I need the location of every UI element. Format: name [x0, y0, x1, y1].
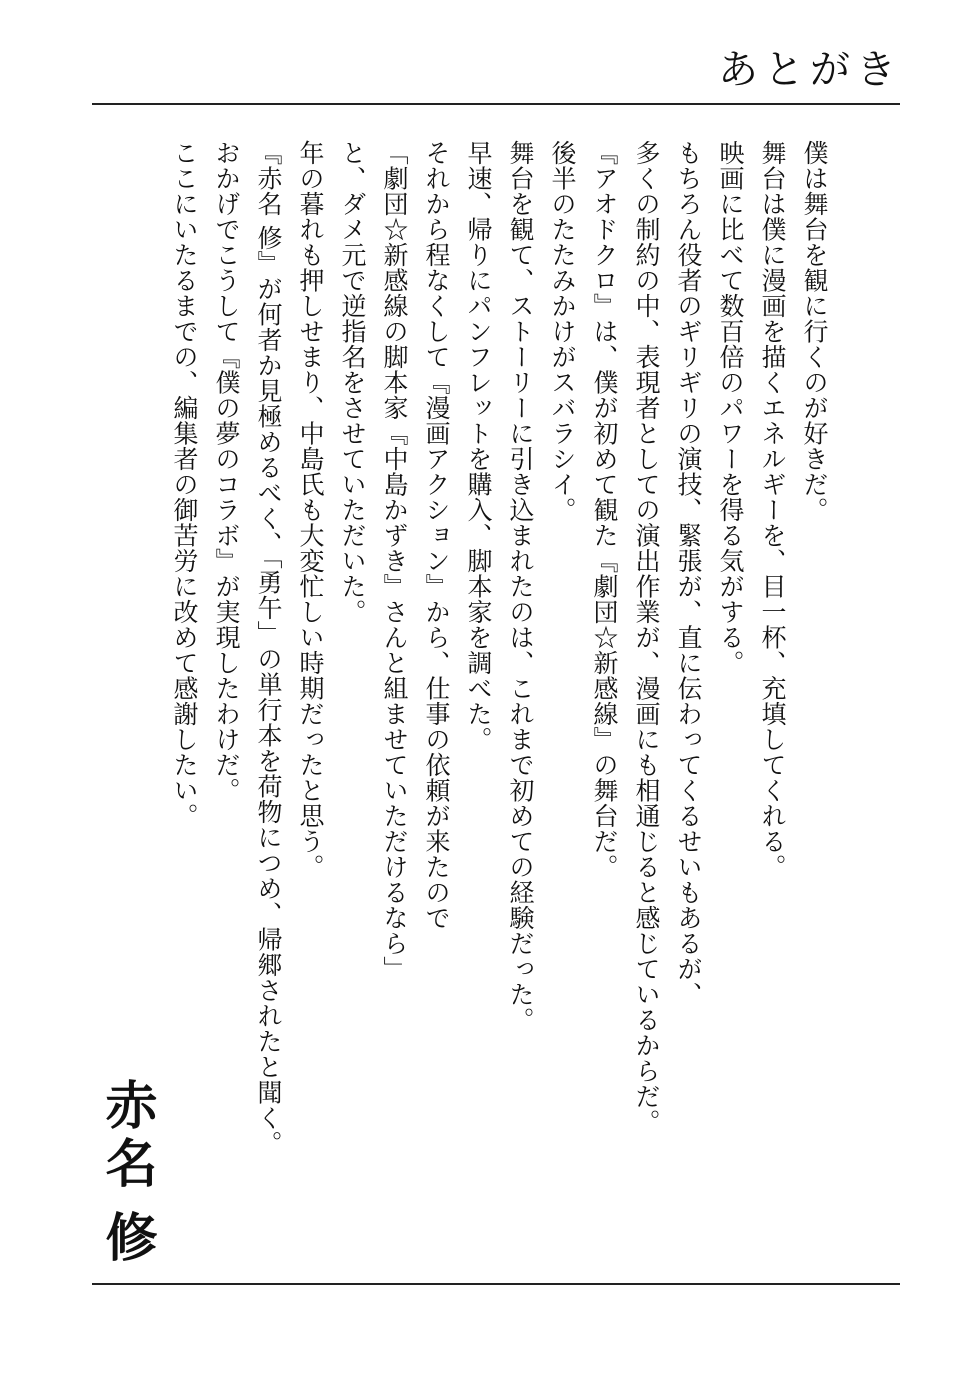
paragraph: 早速、帰りにパンフレットを購入、脚本家を調べた。: [464, 140, 493, 752]
top-divider: [92, 103, 900, 105]
paragraph: 僕は舞台を観に行くのが好きだ。: [800, 140, 829, 523]
paragraph: おかげでこうして『僕の夢のコラボ』が実現したわけだ。: [212, 140, 241, 803]
paragraph: 映画に比べて数百倍のパワーを得る気がする。: [716, 140, 745, 676]
paragraph: 舞台を観て、ストーリーに引き込まれたのは、これまで初めての経験だった。: [506, 140, 535, 1033]
paragraph: 多くの制約の中、表現者としての演出作業が、漫画にも相通じると感じているからだ。: [632, 140, 661, 1135]
paragraph: 舞台は僕に漫画を描くエネルギーを、目一杯、充填してくれる。: [758, 140, 787, 880]
paragraph: 『赤名 修』が何者か見極めるべく、「勇午」の単行本を荷物につめ、帰郷されたと聞く。: [254, 140, 283, 1156]
paragraph: それから程なくして『漫画アクション』から、仕事の依頼が来たので: [422, 140, 451, 931]
paragraph: 後半のたたみかけがスバラシイ。: [548, 140, 577, 523]
paragraph: 年の暮れも押しせまり、中島氏も大変忙しい時期だったと思う。: [296, 140, 325, 880]
page-title: あとがき: [718, 47, 902, 93]
paragraph: ここにいたるまでの、編集者の御苦労に改めて感謝したい。: [170, 140, 199, 829]
paragraph: もちろん役者のギリギリの演技、緊張が、直に伝わってくるせいもあるが、: [674, 140, 703, 1007]
paragraph: 「劇団☆新感線の脚本家『中島かずき』さんと組ませていただけるなら」: [380, 140, 409, 982]
paragraph: 『アオドクロ』は、僕が初めて観た『劇団☆新感線』の舞台だ。: [590, 140, 619, 880]
author-given-name: 修: [96, 1210, 157, 1268]
bottom-divider: [92, 1283, 900, 1285]
paragraph: と、ダメ元で逆指名をさせていただいた。: [338, 140, 367, 625]
author-signature: [96, 1078, 157, 1268]
afterword-text: [163, 140, 835, 1260]
author-surname: 赤名: [96, 1078, 157, 1194]
